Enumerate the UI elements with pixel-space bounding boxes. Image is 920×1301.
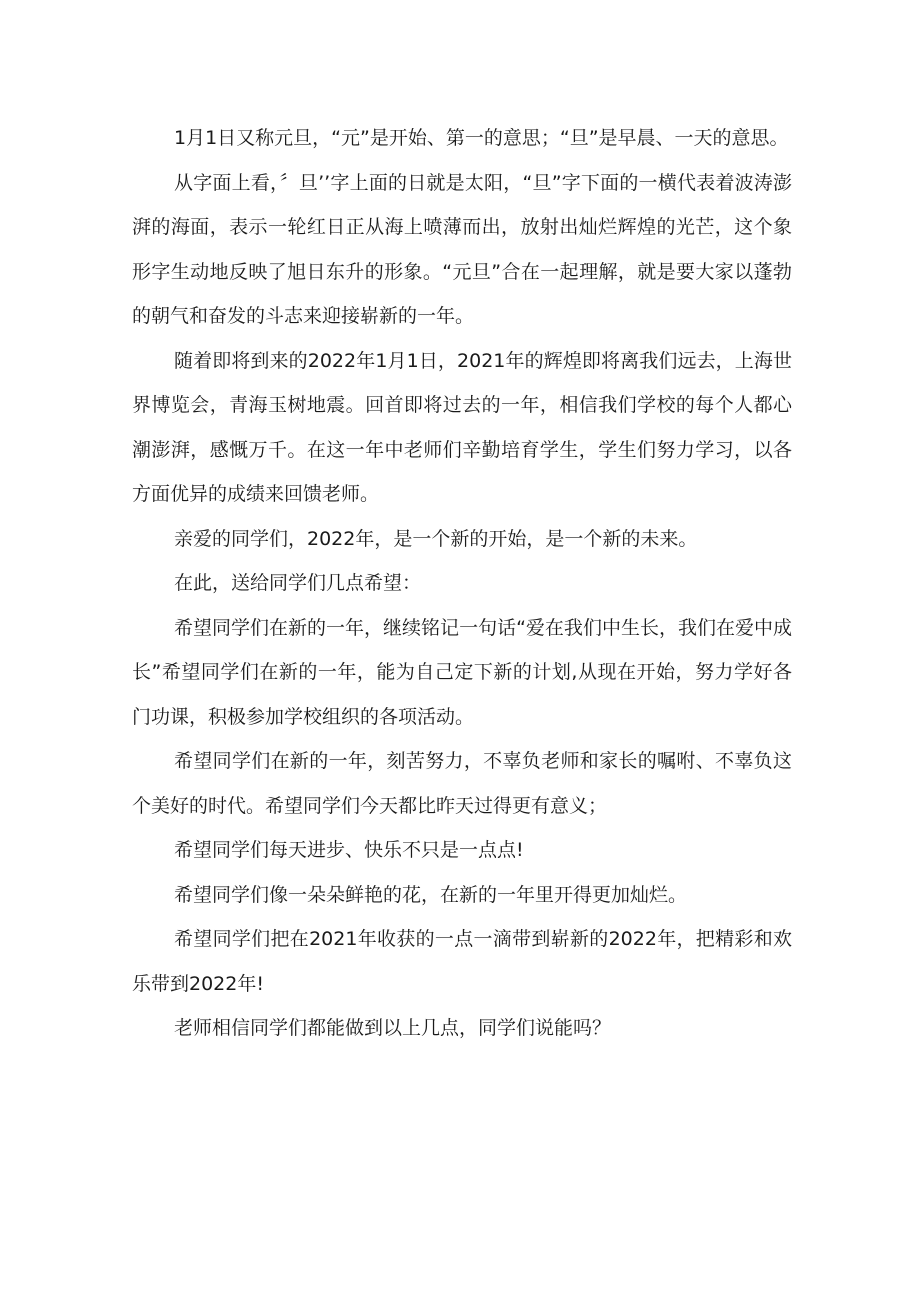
paragraph-3: 随着即将到来的2022年1月1日，2021年的辉煌即将离我们远去，上海世界博览会，青海玉树地震。回首即将过去的一年，相信我们学校的每个人都心潮澎湃，感慨万千。在这一年中老师们辛勤培育学生，学生们努力学习，以各方面优异的成绩来回馈老师。 bbox=[132, 349, 792, 505]
paragraph-9: 希望同学们像一朵朵鲜艳的花，在新的一年里开得更加灿烂。 bbox=[174, 883, 688, 906]
paragraph-8: 希望同学们每天进步、快乐不只是一点点! bbox=[174, 839, 524, 861]
paragraph-1: 1月1日又称元旦，“元”是开始、第一的意思；“旦”是早晨、一天的意思。 bbox=[174, 127, 789, 149]
document-body bbox=[132, 116, 792, 1051]
paragraph-7: 希望同学们在新的一年，刻苦努力，不辜负老师和家长的嘱咐、不辜负这个美好的时代。希望同学们今天都比昨天过得更有意义； bbox=[132, 750, 792, 817]
paragraph-5: 在此，送给同学们几点希望： bbox=[174, 572, 422, 594]
paragraph-2: 从字面上看，〞旦’’字上面的日就是太阳，“旦”字下面的一横代表着波涛澎湃的海面，表示一轮红日正从海上喷薄而出，放射出灿烂辉煌的光芒，这个象形字生动地反映了旭日东升的形象。“元旦”合在一起理解，就是要大家以蓬勃的朝气和奋发的斗志来迎接崭新的一年。 bbox=[132, 171, 792, 327]
paragraph-6: 希望同学们在新的一年，继续铭记一句话“爱在我们中生长，我们在爱中成长”希望同学们在新的一年，能为自己定下新的计划,从现在开始，努力学好各门功课，积极参加学校组织的各项活动。 bbox=[132, 616, 792, 728]
paragraph-4: 亲爱的同学们，2022年，是一个新的开始，是一个新的未来。 bbox=[174, 527, 698, 550]
paragraph-10: 希望同学们把在2021年收获的一点一滴带到崭新的2022年，把精彩和欢乐带到2022年! bbox=[132, 928, 792, 995]
paragraph-11: 老师相信同学们都能做到以上几点，同学们说能吗？ bbox=[174, 1017, 612, 1039]
